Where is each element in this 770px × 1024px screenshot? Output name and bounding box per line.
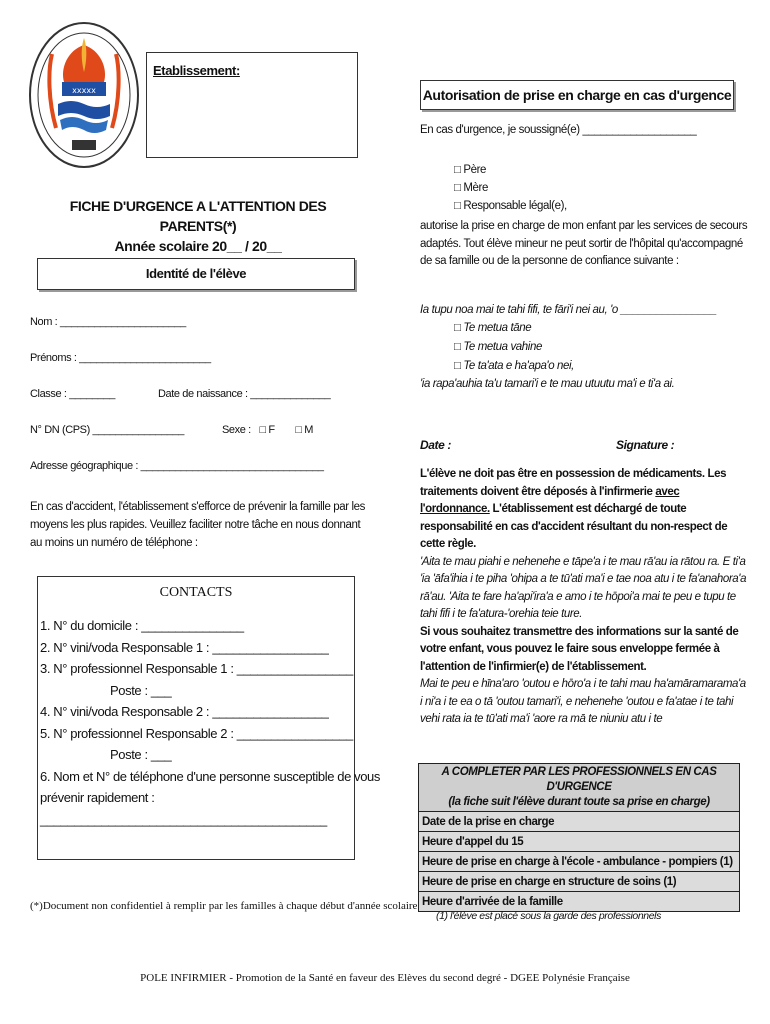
page-footer: POLE INFIRMIER - Promotion de la Santé en faveur des Elèves du second degré - DGEE Polynésie Française [140,972,630,984]
contact-line[interactable]: 4. N° vini/voda Responsable 2 : _________________ [40,704,329,719]
adresse-field[interactable]: Adresse géographique : ________________________________ [30,460,324,472]
metua-vahine-option[interactable]: □ Te metua vahine [454,341,542,353]
mere-label: Mère [463,182,488,194]
pere-option[interactable]: □ Père [454,164,487,176]
dn-cps-field[interactable]: N° DN (CPS) ________________ [30,424,185,436]
identite-heading: Identité de l'élève [37,258,355,290]
contacts-list [40,615,380,830]
table-row[interactable]: Heure de prise en charge en structure de soins (1) [419,872,740,892]
sexe-f-label: F [268,424,275,436]
fiche-title [38,196,358,256]
accident-paragraph: En cas d'accident, l'établissement s'efforce de prévenir la famille par les moyens les plus rapides. Veuillez faciliter notre tâche en nous donnant au moins un numéro de téléphone : [30,501,365,549]
sante-tahitien: Mai te peu e hīna'aro 'outou e hōro'a i te tahi mau ha'amāramarama'a i ni'a i te ea o tā 'outou tamari'i, e nehenehe 'outou e fa'atae i te tahi vehi rata ia te tū'ati ma'i 'aore ra mā te niuniu atu i te [420,678,746,725]
metua-tane-option[interactable]: □ Te metua tāne [454,322,532,334]
autorise-paragraph: autorise la prise en charge de mon enfant par les services de secours adaptés. Tout élève mineur ne peut sortir de l'hôpital qu'accompagné de sa famille ou de la personne de confiance suivante : [420,220,748,267]
avertissement-section [420,466,750,729]
contact-line[interactable]: 2. N° vini/voda Responsable 1 : _________________ [40,639,329,655]
classe-field[interactable]: Classe : ________ [30,388,115,400]
medicaments-tahitien: 'Aita te mau piahi e nehenehe e tāpe'a i te mau rā'au ia rātou ra. E ti'a 'ia 'āfa'ihia i te piha 'ohipa a te tū'ati ma'i e tae noa atu i te fa'anahora'a rā'au. 'Aita te fare ha'api'ira'a e amo i te hōpoi'a mai te peu e tupu te tahi fifi i te fa'atura-'orehia teie ture. [420,555,747,620]
sante-paragraph: Si vous souhaitez transmettre des informations sur la santé de votre enfant, vous pouvez le faire sous enveloppe fermée à l'attention de l'infirmier(e) de l'établissement. [420,625,739,673]
table-row[interactable]: Heure d'appel du 15 [419,832,740,852]
mere-option[interactable]: □ Mère [454,182,488,194]
professionnels-note: (1) l'élève est placé sous la garde des professionnels [436,910,661,922]
sexe-label: Sexe : [222,424,251,436]
table-row[interactable]: Heure de prise en charge à l'école - ambulance - pompiers (1) [419,852,740,872]
sexe-group [222,424,313,436]
tahitien-soussigne[interactable]: Ia tupu noa mai te tahi fifi, te fāri'i nei au, 'o ________________ [420,304,717,316]
nom-field[interactable]: Nom : ______________________ [30,316,186,328]
rapa-line: 'ia rapa'auhia ta'u tamari'i e te mau utuutu ma'i e ti'a ai. [420,378,675,390]
signature-label[interactable]: Signature : [616,438,675,452]
contact-line[interactable]: 1. N° du domicile : _______________ [40,618,244,633]
responsable-label: Responsable légal(e), [463,200,567,212]
professionnels-table [418,763,740,912]
soussigne-field[interactable]: En cas d'urgence, je soussigné(e) ___________________ [420,124,697,136]
contact-line: 6. Nom et N° de téléphone d'une personne susceptible de vous [40,768,380,784]
medicaments-paragraph: L'élève ne doit pas être en possession de médicaments. Les traitements doivent être déposés à l'infirmerie avec l'ordonnance. L'établissement est déchargé de toute responsabilité en cas d'accident résultant du non-respect de cette règle. [420,468,728,550]
sexe-m-checkbox[interactable]: □ [295,424,302,436]
sexe-f-checkbox[interactable]: □ [259,424,266,436]
etablissement-box [146,52,358,158]
contact-line[interactable]: 3. N° professionnel Responsable 1 : _________________ [40,661,353,676]
fiche-heading: FICHE D'URGENCE A L'ATTENTION DES PARENTS(*) [69,198,327,234]
table-row[interactable]: Heure d'arrivée de la famille [419,892,740,912]
prenoms-field[interactable]: Prénoms : _______________________ [30,352,211,364]
polynesia-seal-logo [28,20,140,170]
pere-label: Père [463,164,487,176]
date-naissance-field[interactable]: Date de naissance : ______________ [158,388,331,400]
contacts-title: CONTACTS [159,585,233,600]
sexe-m-label: M [304,424,314,436]
etablissement-label: Etablissement: [153,63,240,78]
contact-line[interactable]: Poste : ___ [110,682,172,698]
contact-line[interactable]: __________________________________________ [40,811,327,827]
contact-line[interactable]: 5. N° professionnel Responsable 2 : _________________ [40,725,353,741]
table-row[interactable]: Date de la prise en charge [419,812,740,832]
contacts-box [37,576,380,860]
school-year: Année scolaire 20__ / 20__ [114,238,282,254]
table-header: A COMPLETER PAR LES PROFESSIONNELS EN CAS D'URGENCE (la fiche suit l'élève durant toute sa prise en charge) [419,764,740,812]
footnote-left: (*)Document non confidentiel à remplir par les familles à chaque début d'année scolaire [30,900,418,912]
contact-line: prévenir rapidement : [40,790,155,805]
autorisation-heading: Autorisation de prise en charge en cas d'urgence [420,80,734,110]
svg-text:xxxxx: xxxxx [72,86,96,95]
contact-line[interactable]: Poste : ___ [110,747,172,762]
responsable-option[interactable]: □ Responsable légal(e), [454,200,567,212]
date-label[interactable]: Date : [420,438,451,452]
taata-option[interactable]: □ Te ta'ata e ha'apa'o nei, [454,360,574,372]
